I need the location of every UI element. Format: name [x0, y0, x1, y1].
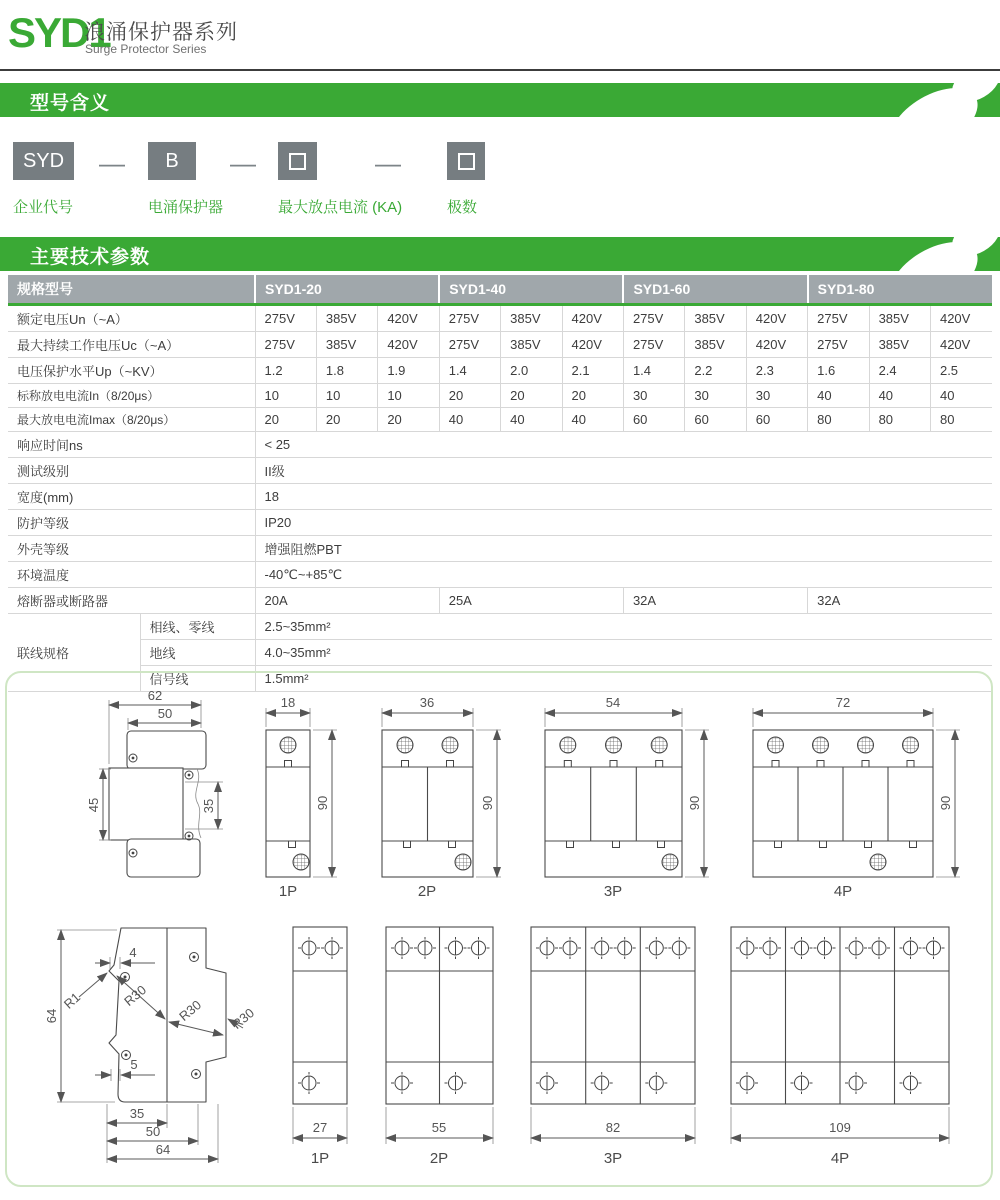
- row-label: 响应时间ns: [8, 432, 255, 458]
- cell: 1.5mm²: [255, 666, 992, 692]
- cell: 40: [439, 408, 500, 432]
- dim-36: 36: [419, 695, 435, 710]
- cell: 20: [501, 384, 562, 408]
- table-row: [8, 562, 992, 588]
- cell: 1.4: [623, 358, 684, 384]
- table-row: [8, 384, 992, 408]
- cell: 275V: [623, 332, 684, 358]
- row-label: 外壳等级: [8, 536, 255, 562]
- view-label-4p: 4P: [833, 883, 853, 900]
- table-header-row: [8, 275, 992, 305]
- drawing-bottom-1p: [293, 927, 347, 1167]
- cell: 275V: [255, 305, 316, 332]
- dim-45: 45: [86, 797, 101, 813]
- view-label-1p: 1P: [310, 1150, 330, 1167]
- drawing-front-3p: [545, 695, 709, 900]
- cell: 420V: [930, 332, 992, 358]
- cell: 40: [562, 408, 623, 432]
- table-row: [8, 484, 992, 510]
- row-label: 防护等级: [8, 510, 255, 536]
- table-row: [8, 358, 992, 384]
- cell: 2.5: [930, 358, 992, 384]
- brand-logo: SYD1: [8, 9, 110, 56]
- table-row: [8, 305, 992, 332]
- cell: 275V: [808, 332, 869, 358]
- cell: 1.9: [378, 358, 439, 384]
- table-row: [8, 332, 992, 358]
- drawing-top-view: [86, 688, 223, 877]
- dim-72: 72: [835, 695, 851, 710]
- dim-r30: R30: [229, 1005, 258, 1032]
- cell: 1.6: [808, 358, 869, 384]
- cell: 2.4: [869, 358, 930, 384]
- view-label-2p: 2P: [429, 1150, 449, 1167]
- table-row: [8, 432, 992, 458]
- cell: 20: [378, 408, 439, 432]
- dim-90: 90: [480, 795, 495, 811]
- drawing-bottom-4p: [731, 927, 949, 1167]
- table-row: [8, 536, 992, 562]
- cell: 10: [378, 384, 439, 408]
- model-box-current-placeholder: [278, 142, 317, 180]
- cell: 420V: [746, 305, 807, 332]
- cell: 4.0~35mm²: [255, 640, 992, 666]
- cell: 1.8: [316, 358, 377, 384]
- placeholder-square-icon: [289, 153, 306, 170]
- dim-50b: 50: [145, 1124, 161, 1139]
- table-row: [8, 588, 992, 614]
- cell: 275V: [255, 332, 316, 358]
- model-box-poles-placeholder: [447, 142, 485, 180]
- cell: 420V: [562, 332, 623, 358]
- drawing-bottom-3p: [531, 927, 695, 1167]
- header-divider: [0, 69, 1000, 71]
- row-sublabel: 信号线: [140, 666, 255, 692]
- cell: 增强阻燃PBT: [255, 536, 992, 562]
- row-label: 最大持续工作电压Uc（~A）: [8, 332, 255, 358]
- cell: 385V: [685, 305, 746, 332]
- cell: 385V: [501, 332, 562, 358]
- cell: 60: [623, 408, 684, 432]
- col-header-syd1-60: SYD1-60: [623, 275, 807, 305]
- cell: 20: [316, 408, 377, 432]
- cell: 20: [562, 384, 623, 408]
- table-row: [8, 510, 992, 536]
- table-row: [8, 614, 992, 640]
- cell: 2.2: [685, 358, 746, 384]
- cell: 25A: [439, 588, 623, 614]
- dim-64b: 64: [155, 1142, 171, 1157]
- model-label-company-code: 企业代号: [13, 199, 74, 216]
- view-label-1p: 1P: [278, 883, 298, 900]
- cell: 385V: [316, 305, 377, 332]
- model-box-spd: B: [148, 142, 196, 180]
- table-row: [8, 458, 992, 484]
- dim-35b: 35: [129, 1106, 145, 1121]
- drawing-front-1p: [266, 695, 337, 900]
- row-sublabel: 相线、零线: [140, 614, 255, 640]
- cell: 30: [746, 384, 807, 408]
- model-box-company-code: SYD: [13, 142, 74, 180]
- cell: 275V: [439, 332, 500, 358]
- drawing-front-2p: [382, 695, 501, 900]
- cell: 2.0: [501, 358, 562, 384]
- cell: 1.4: [439, 358, 500, 384]
- table-row: [8, 640, 992, 666]
- section-banner-model-meaning: [0, 83, 1000, 117]
- dim-90: 90: [938, 795, 953, 811]
- dim-35: 35: [201, 798, 216, 814]
- cell: 275V: [439, 305, 500, 332]
- cell: 80: [808, 408, 869, 432]
- cell: 40: [930, 384, 992, 408]
- cell: -40℃~+85℃: [255, 562, 992, 588]
- cell: 20: [255, 408, 316, 432]
- dim-62: 62: [147, 688, 163, 703]
- dim-90: 90: [315, 795, 330, 811]
- model-dash: —: [99, 148, 125, 178]
- cell: 1.2: [255, 358, 316, 384]
- dim-55: 55: [431, 1120, 447, 1135]
- cell: 40: [808, 384, 869, 408]
- cell: 20A: [255, 588, 439, 614]
- cell: 32A: [623, 588, 807, 614]
- cell: 275V: [623, 305, 684, 332]
- section-banner-tech-params: [0, 237, 1000, 271]
- cell: 420V: [378, 332, 439, 358]
- cell: 40: [501, 408, 562, 432]
- row-label: 最大放电电流Imax（8/20μs）: [8, 408, 255, 432]
- row-label: 环境温度: [8, 562, 255, 588]
- cell: < 25: [255, 432, 992, 458]
- cell: 60: [746, 408, 807, 432]
- dim-18: 18: [280, 695, 296, 710]
- series-title-en: Surge Protector Series: [85, 42, 207, 56]
- cell: 420V: [746, 332, 807, 358]
- drawing-profile: [44, 928, 257, 1163]
- cell: 385V: [501, 305, 562, 332]
- col-header-syd1-20: SYD1-20: [255, 275, 439, 305]
- col-header-model: 规格型号: [8, 275, 255, 305]
- cell: 60: [685, 408, 746, 432]
- cell: IP20: [255, 510, 992, 536]
- dim-4: 4: [129, 945, 137, 960]
- cell: 2.3: [746, 358, 807, 384]
- row-label: 宽度(mm): [8, 484, 255, 510]
- col-header-syd1-40: SYD1-40: [439, 275, 623, 305]
- cell: 20: [439, 384, 500, 408]
- cell: 385V: [316, 332, 377, 358]
- model-dash: —: [230, 148, 256, 178]
- cell: 2.1: [562, 358, 623, 384]
- model-label-spd: 电涌保护器: [148, 199, 224, 216]
- model-label-max-current: 最大放点电流 (KA): [278, 199, 403, 216]
- drawing-front-4p: [753, 695, 960, 900]
- section-title: 型号含义: [30, 93, 111, 114]
- dim-5: 5: [130, 1057, 138, 1072]
- model-label-poles: 极数: [447, 199, 478, 216]
- dim-27: 27: [312, 1120, 328, 1135]
- cell: 18: [255, 484, 992, 510]
- cell: 420V: [930, 305, 992, 332]
- row-label: 测试级别: [8, 458, 255, 484]
- cell: 275V: [808, 305, 869, 332]
- dim-50: 50: [157, 706, 173, 721]
- dim-r30: R30: [121, 982, 150, 1009]
- table-row: [8, 408, 992, 432]
- row-label: 联线规格: [8, 614, 140, 692]
- cell: 32A: [808, 588, 992, 614]
- cell: 40: [869, 384, 930, 408]
- cell: II级: [255, 458, 992, 484]
- row-label: 额定电压Un（~A）: [8, 305, 255, 332]
- cell: 10: [316, 384, 377, 408]
- dim-64v: 64: [44, 1008, 59, 1024]
- spec-table: [8, 275, 992, 692]
- cell: 80: [930, 408, 992, 432]
- cell: 30: [685, 384, 746, 408]
- col-header-syd1-80: SYD1-80: [808, 275, 992, 305]
- row-label: 电压保护水平Up（~KV）: [8, 358, 255, 384]
- cell: 385V: [869, 305, 930, 332]
- cell: 420V: [562, 305, 623, 332]
- section-title: 主要技术参数: [30, 247, 151, 268]
- dim-r1: R1: [60, 989, 84, 1012]
- cell: 420V: [378, 305, 439, 332]
- cell: 2.5~35mm²: [255, 614, 992, 640]
- view-label-3p: 3P: [603, 1150, 623, 1167]
- cell: 30: [623, 384, 684, 408]
- cell: 10: [255, 384, 316, 408]
- cell: 80: [869, 408, 930, 432]
- cell: 385V: [685, 332, 746, 358]
- dim-r30: R30: [176, 997, 205, 1024]
- dim-82: 82: [605, 1120, 621, 1135]
- series-title-cn: 浪涌保护器系列: [84, 21, 238, 44]
- row-sublabel: 地线: [140, 640, 255, 666]
- row-label: 熔断器或断路器: [8, 588, 255, 614]
- dim-54: 54: [605, 695, 621, 710]
- dim-90: 90: [687, 795, 702, 811]
- view-label-4p: 4P: [830, 1150, 850, 1167]
- placeholder-square-icon: [458, 153, 475, 170]
- dim-109: 109: [829, 1120, 851, 1135]
- dimensional-drawings: [7, 672, 989, 1184]
- row-label: 标称放电电流In（8/20μs）: [8, 384, 255, 408]
- model-dash: —: [375, 148, 401, 178]
- cell: 385V: [869, 332, 930, 358]
- drawing-bottom-2p: [386, 927, 493, 1167]
- view-label-2p: 2P: [417, 883, 437, 900]
- view-label-3p: 3P: [603, 883, 623, 900]
